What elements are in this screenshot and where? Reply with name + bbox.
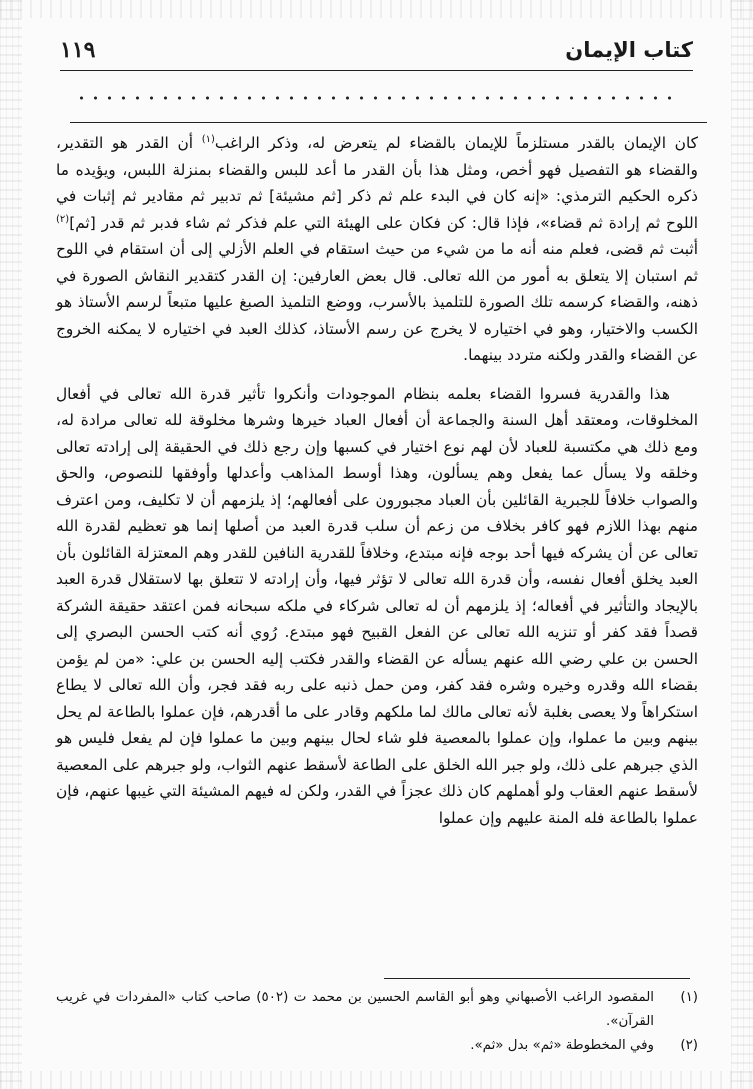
footnotes <box>56 986 698 1058</box>
footnote-text: المقصود الراغب الأصبهاني وهو أبو القاسم الحسين بن محمد ت (٥٠٢) صاحب كتاب «المفردات في غريب القرآن». <box>56 990 655 1029</box>
paragraph-1-part-b: أن القدر هو التقدير، والقضاء هو التفصيل فهو أخص، ومثل هذا بأن القدر ما أعد للبس والقضاء بمنزلة اللبس، ويؤيده ما ذكره الحكيم الترمذي: «إنه كان في البدء علم ثم ذكر [ثم مشيئة] ثم تدبير ثم مقادير ثم إثبات في اللوح ثم إرادة ثم قضاء»، فإذا قال: كن فكان على الهيئة التي علم فذكر ثم شاء فدبر ثم قدر [ثم] <box>56 134 698 232</box>
footnote-ref-2: (٢) <box>56 213 70 225</box>
decorative-border-right <box>731 0 753 1089</box>
main-text <box>56 130 698 831</box>
paragraph-2: هذا والقدرية فسروا القضاء بعلمه بنظام الموجودات وأنكروا تأثير قدرة الله تعالى في أفعال المخلوقات، ومعتقد أهل السنة والجماعة أن أفعال العباد خيرها وشرها مخلوقة لله تعالى مرادة له، ومع ذلك هي مكتسبة للعباد لأن لهم نوع اختيار في كسبها وإن رجع ذلك في الحقيقة إلى إرادته تعالى وخلقه ولا يسأل عما يفعل وهم يسألون، وهذا أوسط المذاهب وأعدلها وأوفقها للنصوص، والحق والصواب خلافاً للجبرية القائلين بأن العباد مجبورون على أفعالهم؛ إذ يلزمهم أن لا تكليف، ومن اعترف منهم بهذا اللازم فهو كافر بخلاف من زعم أن سلب قدرة العبد من أصلها إنما هو تعظيم لقدرة الله تعالى عن أن يشركه فيها أحد بوجه فإنه مبتدع، وخلافاً للقدرية النافين للقدر وهم المعتزلة القائلون بأن العبد يخلق أفعال نفسه، وأن قدرة الله تعالى لا تؤثر فيها، وأن إرادته لا تتعلق بها لاستقلال قدرة العبد بالإيجاد والتأثير في أفعاله؛ إذ يلزمهم أن له تعالى شركاء في ملكه سبحانه فمن اعتقد حقيقة الشركة قصداً فقد كفر أو تنزيه الله تعالى عن الفعل القبيح فهو مبتدع. رُوي أنه كتب الحسن البصري إلى الحسن بن علي رضي الله عنهم يسأله عن القضاء والقدر فكتب إليه الحسن بن علي: «من لم يؤمن بقضاء الله وقدره وخيره وشره فقد كفر، ومن حمل ذنبه على ربه فقد فجر، وأن الله تعالى لا يطاع استكراهاً ولا يعصى بغلبة لأنه تعالى مالك لما ملكهم وقادر على ما أقدرهم، فإن عملوا بالطاعة لم يحل بينهم وبين ما عملوا، وإن عملوا بالمعصية فلو شاء لحال بينهم وبين ما عملوا فإن لم يفعل فليس هو الذي جبرهم على ذلك، ولو جبر الله الخلق على الطاعة لأسقط عنهم الثواب، ولو جبرهم على المعصية لأسقط عنهم العقاب ولو أهملهم كان ذلك عجزاً في القدر، ولكن له فيهم المشيئة التي غيبها عنهم، فإن عملوا بالطاعة فله المنة عليهم وإن عملوا <box>56 384 698 827</box>
decorative-border-top <box>0 0 753 18</box>
paragraph-1-part-a: كان الإيمان بالقدر مستلزماً للإيمان بالقضاء لم يتعرض له، وذكر الراغب <box>214 134 698 152</box>
footnote-text: وفي المخطوطة «ثم» بدل «ثم». <box>470 1038 654 1053</box>
decorative-border-left <box>0 0 22 1089</box>
footnote-divider <box>384 978 690 979</box>
decorative-border-bottom <box>0 1071 753 1089</box>
paragraph-1 <box>56 130 698 369</box>
footnote-1 <box>56 986 698 1034</box>
page-header <box>60 30 693 71</box>
page-number: ١١٩ <box>60 37 96 63</box>
chapter-title: كتاب الإيمان <box>565 38 693 62</box>
footnote-number: (١) <box>680 990 698 1005</box>
footnote-ref-1: (١) <box>201 133 215 145</box>
text-divider <box>70 122 707 123</box>
dotted-divider <box>78 88 673 108</box>
footnote-number: (٢) <box>680 1038 698 1053</box>
footnote-2 <box>56 1034 698 1058</box>
paragraph-1-part-c: أثبت ثم قضى، فعلم منه أنه ما من شيء من حيث استقام في العلم الأزلي إلى أن استقام في اللوح ثم استبان إلا يتعلق به أمور من الله تعالى. قال بعض العارفين: إن القدر كتقدير النقاش الصورة في ذهنه، والقضاء كرسمه تلك الصورة للتلميذ بالأسرب، ووضع التلميذ الصبغ عليها متبعاً لرسم الأستاذ هو الكسب والاختيار، وهو في اختياره لا يخرج عن رسم الأستاذ، كذلك العبد في اختياره لا يمكنه الخروج عن القضاء والقدر ولكنه متردد بينهما. <box>56 240 698 364</box>
